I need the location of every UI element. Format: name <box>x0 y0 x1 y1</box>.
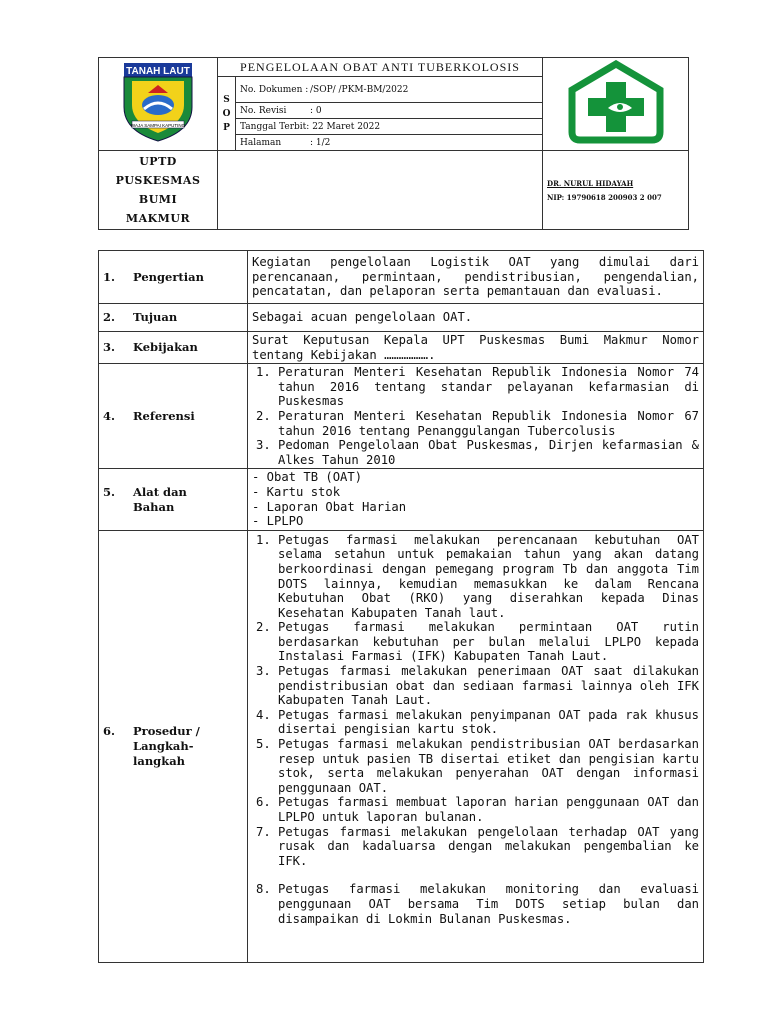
signatory: DR. NURUL HIDAYAH NIP: 19790618 200903 2 007 <box>543 151 689 230</box>
list-item: - Laporan Obat Harian <box>252 499 407 514</box>
sop-letters: S O P <box>218 77 236 151</box>
list-item: 3. Petugas farmasi melakukan penerimaan OAT saat dilakukan pendistribusian obat dan sediaan farmasi lainnya oleh IFK Kabupaten Tanah Laut. <box>278 664 699 708</box>
list-item: 1. Peraturan Menteri Kesehatan Republik Indonesia Nomor 74 tahun 2016 tentang standar pelayanan kefarmasian di Puskesmas <box>278 365 699 409</box>
list-item: - LPLPO <box>252 514 304 529</box>
list-item: 6. Petugas farmasi membuat laporan harian penggunaan OAT dan LPLPO untuk laporan bulanan. <box>278 795 699 824</box>
label-prosedur: 6. Prosedur / Langkah- langkah <box>99 530 248 962</box>
list-item: 3. Pedoman Pengelolaan Obat Puskesmas, Dirjen kefarmasian & Alkes Tahun 2010 <box>278 438 699 467</box>
list-item: - Kartu stok <box>252 484 341 499</box>
blank-signature-area <box>218 151 543 230</box>
sop-header <box>98 57 689 230</box>
meta-revision: No. Revisi : 0 <box>236 103 543 119</box>
row-referensi <box>99 364 704 469</box>
row-prosedur <box>99 530 704 962</box>
label-referensi: 4. Referensi <box>99 364 248 469</box>
sop-content-table <box>98 250 704 963</box>
list-item: 2. Peraturan Menteri Kesehatan Republik Indonesia Nomor 67 tahun 2016 tentang Penanggulangan Tubercolusis <box>278 409 699 438</box>
tanah-laut-logo-icon <box>118 61 198 143</box>
puskesmas-logo-cell <box>543 58 689 151</box>
row-tujuan <box>99 304 704 332</box>
text-kebijakan: Surat Keputusan Kepala UPT Puskesmas Bumi Makmur Nomor tentang Kebijakan ………………. <box>248 332 704 364</box>
regency-logo-cell <box>99 58 218 151</box>
list-item: 2. Petugas farmasi melakukan permintaan OAT rutin berdasarkan kebutuhan per bulan melalui LPLPO kepada Instalasi Farmasi (IFK) Kabupaten Tanah Laut. <box>278 620 699 664</box>
list-alat-bahan <box>248 469 704 530</box>
label-kebijakan: 3. Kebijakan <box>99 332 248 364</box>
meta-document-number: No. Dokumen : /SOP/ /PKM-BM/2022 <box>236 77 543 103</box>
list-item: 1. Petugas farmasi melakukan perencanaan kebutuhan OAT selama setahun untuk pemakaian tahun yang akan datang berkoordinasi dengan pemegang program Tb dan anggota Tim DOTS lainnya, kemudian memasukkan ke dalam Rencana Kebutuhan Obat (RKO) yang diserahkan kepada Dinas Kesehatan Kabupaten Tanah laut. <box>278 533 699 621</box>
label-alat-bahan: 5. Alat dan Bahan <box>99 469 248 530</box>
puskesmas-logo-icon <box>568 60 664 144</box>
list-referensi <box>248 364 704 469</box>
list-item: 7. Petugas farmasi melakukan pengelolaan terhadap OAT yang rusak dan kadaluarsa dengan melakukan pengembalian ke IFK. <box>278 825 699 869</box>
list-prosedur <box>248 530 704 962</box>
unit-name: UPTD PUSKESMAS BUMI MAKMUR <box>99 151 218 230</box>
meta-issue-date: Tanggal Terbit: 22 Maret 2022 <box>236 119 543 135</box>
list-item: 4. Petugas farmasi melakukan penyimpanan OAT pada rak khusus disertai pengisian kartu stok. <box>278 708 699 737</box>
meta-page: Halaman : 1/2 <box>236 135 543 151</box>
list-item: 5. Petugas farmasi melakukan pendistribusian OAT berdasarkan resep untuk pasien TB disertai etiket dan pengisian kartu stok, serta melakukan penyerahan OAT dengan informasi penggunaan OAT. <box>278 737 699 795</box>
row-pengertian <box>99 251 704 304</box>
text-tujuan: Sebagai acuan pengelolaan OAT. <box>248 304 704 332</box>
list-item: 8. Petugas farmasi melakukan monitoring dan evaluasi penggunaan OAT bersama Tim DOTS setiap bulan dan disampaikan di Lokmin Bulanan Puskesmas. <box>278 882 699 926</box>
row-alat-bahan <box>99 469 704 530</box>
svg-text:TANAH LAUT: TANAH LAUT <box>126 66 190 77</box>
text-pengertian: Kegiatan pengelolaan Logistik OAT yang dimulai dari perencanaan, permintaan, pendistribusian, pengendalian, pencatatan, dan pelaporan serta pemantauan dan evaluasi. <box>248 251 704 304</box>
document-title: PENGELOLAAN OBAT ANTI TUBERKOLOSIS <box>218 58 543 77</box>
list-item: - Obat TB (OAT) <box>252 470 363 485</box>
label-tujuan: 2. Tujuan <box>99 304 248 332</box>
svg-text:WAJA SAMPAI KAPUTING: WAJA SAMPAI KAPUTING <box>130 123 186 128</box>
label-pengertian: 1. Pengertian <box>99 251 248 304</box>
row-kebijakan <box>99 332 704 364</box>
